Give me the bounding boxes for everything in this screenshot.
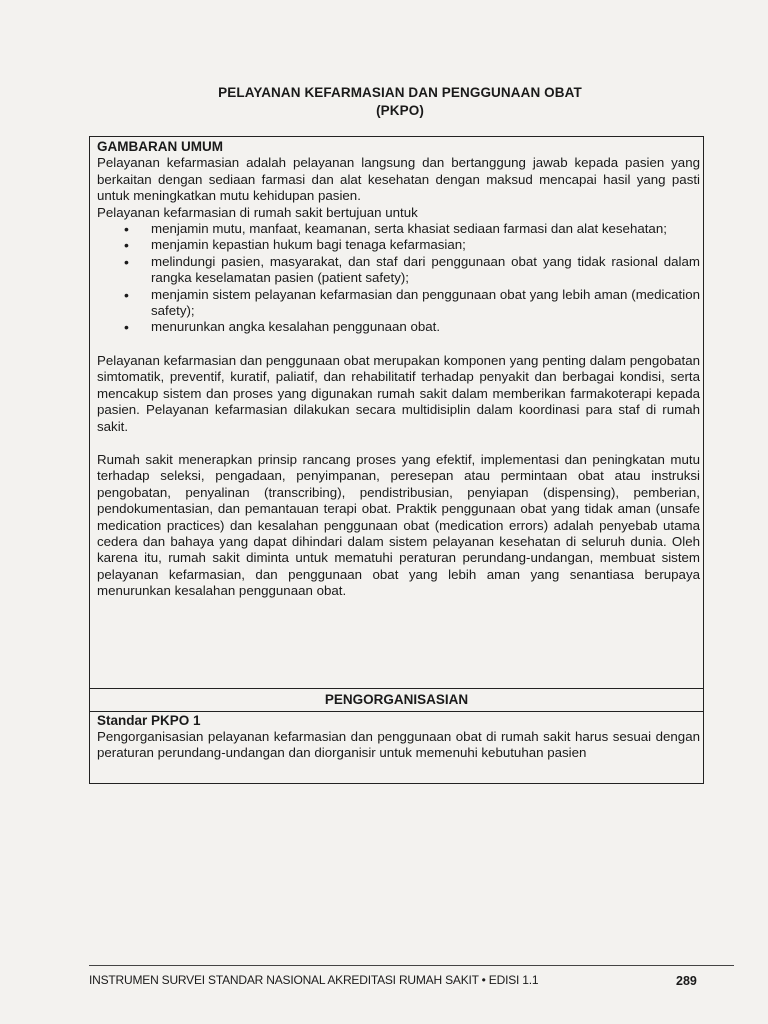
document-subtitle: (PKPO) — [376, 103, 424, 118]
standard-label: Standar PKPO 1 — [97, 713, 201, 728]
overview-heading: GAMBARAN UMUM — [97, 139, 223, 154]
document-title: PELAYANAN KEFARMASIAN DAN PENGGUNAAN OBAT — [218, 85, 582, 100]
overview-paragraph-2: Pelayanan kefarmasian di rumah sakit bertujuan untuk — [97, 204, 418, 220]
footer-text: INSTRUMEN SURVEI STANDAR NASIONAL AKREDITASI RUMAH SAKIT • EDISI 1.1 — [89, 973, 539, 987]
standard-text: Pengorganisasian pelayanan kefarmasian dan penggunaan obat di rumah sakit harus sesuai dengan peraturan perundang-undangan dan diorganisir untuk memenuhi kebutuhan pasien — [97, 729, 700, 760]
objectives-list — [97, 221, 700, 336]
list-item: • menjamin mutu, manfaat, keamanan, serta khasiat sediaan farmasi dan alat kesehatan; — [97, 221, 700, 237]
overview-paragraph-4: Rumah sakit menerapkan prinsip rancang proses yang efektif, implementasi dan peningkatan mutu terhadap seleksi, pengadaan, penyimpanan, peresepan atau permintaan obat atau instruksi pengobatan, penyalinan (transcribing), pendistribusian, penyiapan (dispensing), pemberian, pendokumentasian, dan pemantauan terapi obat. Praktik penggunaan obat yang tidak aman (unsafe medication practices) dan kesalahan penggunaan obat (medication errors) adalah penyebab utama cedera dan bahaya yang dapat dihindari dalam sistem pelayanan kesehatan di seluruh dunia. Oleh karena itu, rumah sakit diminta untuk mematuhi peraturan perundang-undangan, membuat sistem pelayanan kefarmasian, dan penggunaan obat yang lebih aman yang senantiasa berupaya menurunkan kesalahan penggunaan obat. — [97, 451, 700, 599]
list-item: • menjamin kepastian hukum bagi tenaga kefarmasian; — [97, 237, 700, 253]
list-item: • menjamin sistem pelayanan kefarmasian dan penggunaan obat yang lebih aman (medication safety); — [97, 287, 700, 320]
section-heading: PENGORGANISASIAN — [89, 688, 704, 712]
page-number: 289 — [676, 974, 697, 988]
overview-paragraph-3: Pelayanan kefarmasian dan penggunaan obat merupakan komponen yang penting dalam pengobatan simtomatik, preventif, kuratif, paliatif, dan rehabilitatif terhadap penyakit dan berbagai kondisi, serta mencakup sistem dan proses yang digunakan rumah sakit dalam memberikan farmakoterapi kepada pasien. Pelayanan kefarmasian dilakukan secara multidisiplin dalam koordinasi para staf di rumah sakit. — [97, 352, 700, 434]
overview-section — [97, 139, 700, 600]
overview-paragraph-1: Pelayanan kefarmasian adalah pelayanan langsung dan bertanggung jawab kepada pasien yang berkaitan dengan sediaan farmasi dan alat kesehatan dengan maksud mencapai hasil yang pasti untuk meningkatkan mutu kehidupan pasien. — [97, 155, 700, 204]
list-item: • menurunkan angka kesalahan penggunaan obat. — [97, 319, 700, 335]
footer-divider — [89, 965, 734, 966]
list-item: • melindungi pasien, masyarakat, dan staf dari penggunaan obat yang tidak rasional dalam rangka keselamatan pasien (patient safety); — [97, 254, 700, 287]
standard-block — [97, 713, 700, 761]
